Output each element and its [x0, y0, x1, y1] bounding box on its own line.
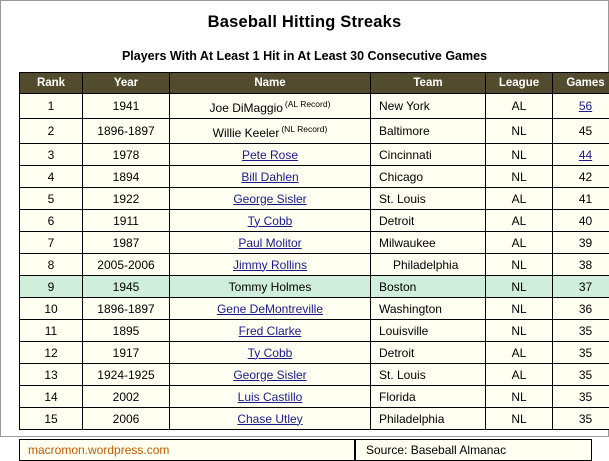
footer — [19, 439, 592, 461]
cell-year: 2002 — [83, 386, 170, 408]
footer-source: Source: Baseball Almanac — [355, 439, 592, 461]
cell-games — [553, 276, 609, 298]
table-row — [20, 210, 609, 232]
cell-rank: 14 — [20, 386, 83, 408]
player-name[interactable]: Ty Cobb — [248, 346, 293, 360]
cell-year: 1924-1925 — [83, 364, 170, 386]
games-value: 42 — [579, 170, 592, 184]
cell-rank: 6 — [20, 210, 83, 232]
player-name[interactable]: Pete Rose — [242, 148, 298, 162]
cell-name — [170, 254, 371, 276]
table-row — [20, 386, 609, 408]
cell-year: 2006 — [83, 408, 170, 430]
games-value: 45 — [579, 124, 592, 138]
player-name[interactable]: Jimmy Rollins — [233, 258, 307, 272]
cell-league: NL — [486, 386, 553, 408]
cell-team: Philadelphia — [371, 254, 486, 276]
cell-team: Cincinnati — [371, 144, 486, 166]
cell-games — [553, 342, 609, 364]
games-value[interactable]: 44 — [579, 148, 592, 162]
cell-name — [170, 386, 371, 408]
cell-team: Louisville — [371, 320, 486, 342]
cell-league: NL — [486, 119, 553, 144]
table-row — [20, 408, 609, 430]
cell-league: NL — [486, 276, 553, 298]
cell-games — [553, 408, 609, 430]
player-name[interactable]: Luis Castillo — [238, 390, 303, 404]
cell-team: Baltimore — [371, 119, 486, 144]
cell-games — [553, 364, 609, 386]
cell-name — [170, 320, 371, 342]
page-title: Baseball Hitting Streaks — [1, 1, 608, 32]
column-header-games: Games — [553, 73, 609, 94]
cell-games — [553, 254, 609, 276]
cell-rank: 13 — [20, 364, 83, 386]
cell-year: 2005-2006 — [83, 254, 170, 276]
cell-league: NL — [486, 320, 553, 342]
column-header-year: Year — [83, 73, 170, 94]
table-row — [20, 364, 609, 386]
cell-year: 1896-1897 — [83, 298, 170, 320]
cell-league: NL — [486, 408, 553, 430]
cell-team: St. Louis — [371, 364, 486, 386]
cell-league: NL — [486, 144, 553, 166]
cell-rank: 11 — [20, 320, 83, 342]
cell-games — [553, 188, 609, 210]
player-name[interactable]: George Sisler — [233, 368, 306, 382]
cell-games — [553, 144, 609, 166]
games-value: 35 — [579, 324, 592, 338]
table-row — [20, 298, 609, 320]
cell-year: 1895 — [83, 320, 170, 342]
player-name[interactable]: Fred Clarke — [239, 324, 302, 338]
cell-league: AL — [486, 188, 553, 210]
cell-name — [170, 408, 371, 430]
games-value: 35 — [579, 412, 592, 426]
cell-games — [553, 320, 609, 342]
cell-rank: 9 — [20, 276, 83, 298]
cell-games — [553, 119, 609, 144]
column-header-team: Team — [371, 73, 486, 94]
games-value[interactable]: 56 — [579, 99, 592, 113]
table-row — [20, 119, 609, 144]
cell-league: AL — [486, 210, 553, 232]
column-header-name: Name — [170, 73, 371, 94]
cell-rank: 10 — [20, 298, 83, 320]
cell-name — [170, 119, 371, 144]
cell-name — [170, 364, 371, 386]
cell-rank: 4 — [20, 166, 83, 188]
games-value: 37 — [579, 280, 592, 294]
record-note: (AL Record) — [285, 99, 331, 109]
cell-name — [170, 188, 371, 210]
games-value: 40 — [579, 214, 592, 228]
cell-year: 1987 — [83, 232, 170, 254]
cell-games — [553, 298, 609, 320]
footer-credit: macromon.wordpress.com — [19, 439, 355, 461]
cell-name — [170, 94, 371, 119]
cell-name — [170, 342, 371, 364]
cell-games — [553, 166, 609, 188]
games-value: 39 — [579, 236, 592, 250]
table-row — [20, 144, 609, 166]
cell-year: 1941 — [83, 94, 170, 119]
player-name: Willie Keeler — [213, 126, 280, 140]
table-row — [20, 166, 609, 188]
cell-team: Detroit — [371, 342, 486, 364]
cell-name — [170, 298, 371, 320]
page-subtitle: Players With At Least 1 Hit in At Least 30 Consecutive Games — [1, 32, 608, 72]
games-value: 35 — [579, 368, 592, 382]
cell-team: Philadelphia — [371, 408, 486, 430]
player-name[interactable]: Chase Utley — [237, 412, 302, 426]
player-name[interactable]: Paul Molitor — [238, 236, 301, 250]
cell-games — [553, 94, 609, 119]
cell-league: AL — [486, 232, 553, 254]
cell-team: St. Louis — [371, 188, 486, 210]
table-row — [20, 232, 609, 254]
player-name[interactable]: Bill Dahlen — [241, 170, 298, 184]
cell-rank: 15 — [20, 408, 83, 430]
cell-year: 1922 — [83, 188, 170, 210]
table-row — [20, 276, 609, 298]
cell-team: Boston — [371, 276, 486, 298]
cell-rank: 3 — [20, 144, 83, 166]
cell-team: New York — [371, 94, 486, 119]
player-name: Tommy Holmes — [229, 280, 312, 294]
player-name[interactable]: Gene DeMontreville — [217, 302, 323, 316]
cell-year: 1911 — [83, 210, 170, 232]
cell-name — [170, 276, 371, 298]
cell-rank: 1 — [20, 94, 83, 119]
cell-team: Washington — [371, 298, 486, 320]
cell-year: 1945 — [83, 276, 170, 298]
cell-name — [170, 144, 371, 166]
cell-rank: 8 — [20, 254, 83, 276]
column-header-league: League — [486, 73, 553, 94]
cell-team: Detroit — [371, 210, 486, 232]
cell-team: Milwaukee — [371, 232, 486, 254]
cell-games — [553, 210, 609, 232]
table-row — [20, 342, 609, 364]
table-row — [20, 94, 609, 119]
table-body — [20, 94, 609, 430]
cell-games — [553, 386, 609, 408]
games-value: 35 — [579, 346, 592, 360]
table-row — [20, 254, 609, 276]
player-name: Joe DiMaggio — [210, 101, 283, 115]
cell-rank: 12 — [20, 342, 83, 364]
player-name[interactable]: Ty Cobb — [248, 214, 293, 228]
cell-league: AL — [486, 94, 553, 119]
cell-league: NL — [486, 298, 553, 320]
hitting-streaks-table — [19, 72, 609, 430]
cell-name — [170, 232, 371, 254]
cell-team: Florida — [371, 386, 486, 408]
cell-name — [170, 210, 371, 232]
games-value: 41 — [579, 192, 592, 206]
cell-team: Chicago — [371, 166, 486, 188]
record-note: (NL Record) — [281, 124, 327, 134]
table-header-row — [20, 73, 609, 94]
games-value: 38 — [579, 258, 592, 272]
player-name[interactable]: George Sisler — [233, 192, 306, 206]
table-row — [20, 320, 609, 342]
table-container — [19, 72, 590, 430]
cell-year: 1896-1897 — [83, 119, 170, 144]
cell-rank: 2 — [20, 119, 83, 144]
cell-league: AL — [486, 342, 553, 364]
cell-year: 1917 — [83, 342, 170, 364]
column-header-rank: Rank — [20, 73, 83, 94]
table-header — [20, 73, 609, 94]
table-row — [20, 188, 609, 210]
games-value: 36 — [579, 302, 592, 316]
cell-games — [553, 232, 609, 254]
cell-league: AL — [486, 364, 553, 386]
cell-year: 1894 — [83, 166, 170, 188]
cell-rank: 7 — [20, 232, 83, 254]
cell-year: 1978 — [83, 144, 170, 166]
cell-name — [170, 166, 371, 188]
cell-league: NL — [486, 254, 553, 276]
cell-rank: 5 — [20, 188, 83, 210]
cell-league: NL — [486, 166, 553, 188]
games-value: 35 — [579, 390, 592, 404]
